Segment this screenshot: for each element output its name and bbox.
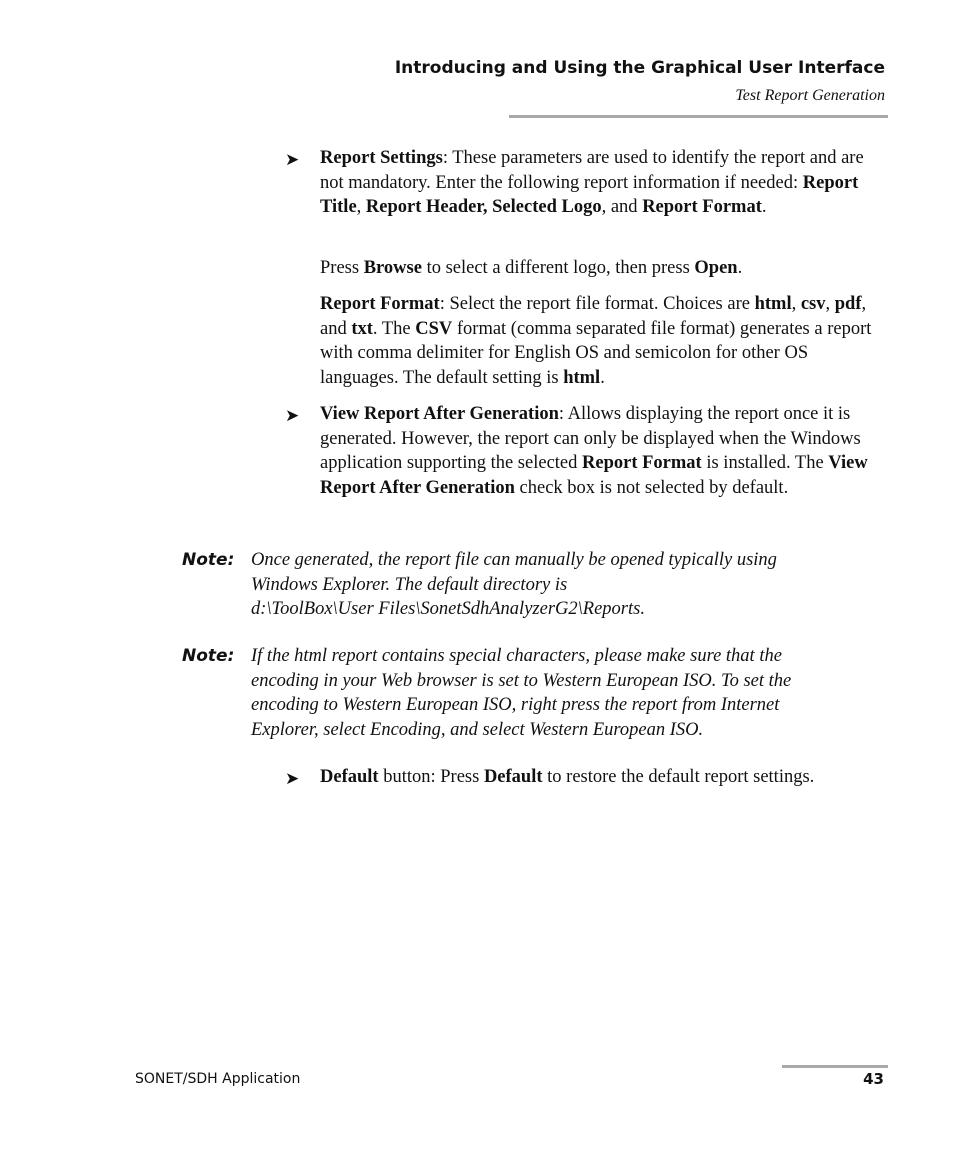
default-button-paragraph: Default button: Press Default to restore the default report settings. <box>320 767 815 787</box>
page-number: 43 <box>863 1070 884 1088</box>
report-settings-term: Report Settings <box>320 148 443 168</box>
header-divider <box>509 115 888 118</box>
chapter-title: Introducing and Using the Graphical User Interface <box>394 58 885 78</box>
note-text: Once generated, the report file can manually be opened typically using Windows Explorer. The default directory is d:\ToolBox\User Files\SonetSdhAnalyzerG2\Reports. <box>251 550 777 620</box>
section-title: Test Report Generation <box>735 87 885 104</box>
bullet-arrow-icon: ➤ <box>285 769 300 789</box>
note-text: If the html report contains special characters, please make sure that the encoding in your Web browser is set to Western European ISO. To set the encoding to Western European ISO, right press the report from Internet Explorer, select Encoding, and select Western European ISO. <box>251 646 792 741</box>
bullet-arrow-icon: ➤ <box>285 150 300 170</box>
footer-divider <box>782 1065 888 1068</box>
bullet-arrow-icon: ➤ <box>285 406 300 426</box>
report-format-paragraph: Report Format: Select the report file format. Choices are html, csv, pdf, and txt. The CSV format (comma separated file format) generates a report with comma delimiter for English OS and semicolon for other OS languages. The default setting is html. <box>320 294 872 389</box>
document-name: SONET/SDH Application <box>135 1071 301 1087</box>
view-report-paragraph: View Report After Generation: Allows displaying the report once it is generated. However, the report can only be displayed when the Windows application supporting the selected Report Format is installed. The View Report After Generation check box is not selected by default. <box>320 404 868 499</box>
note-label: Note: <box>182 550 235 570</box>
report-settings-paragraph: Report Settings: These parameters are used to identify the report and are not mandatory. Enter the following report information if needed: Report Title, Report Header, Selected Logo, and Report Format. <box>320 148 864 218</box>
browse-paragraph: Press Browse to select a different logo, then press Open. <box>320 258 743 278</box>
note-label: Note: <box>182 646 235 666</box>
